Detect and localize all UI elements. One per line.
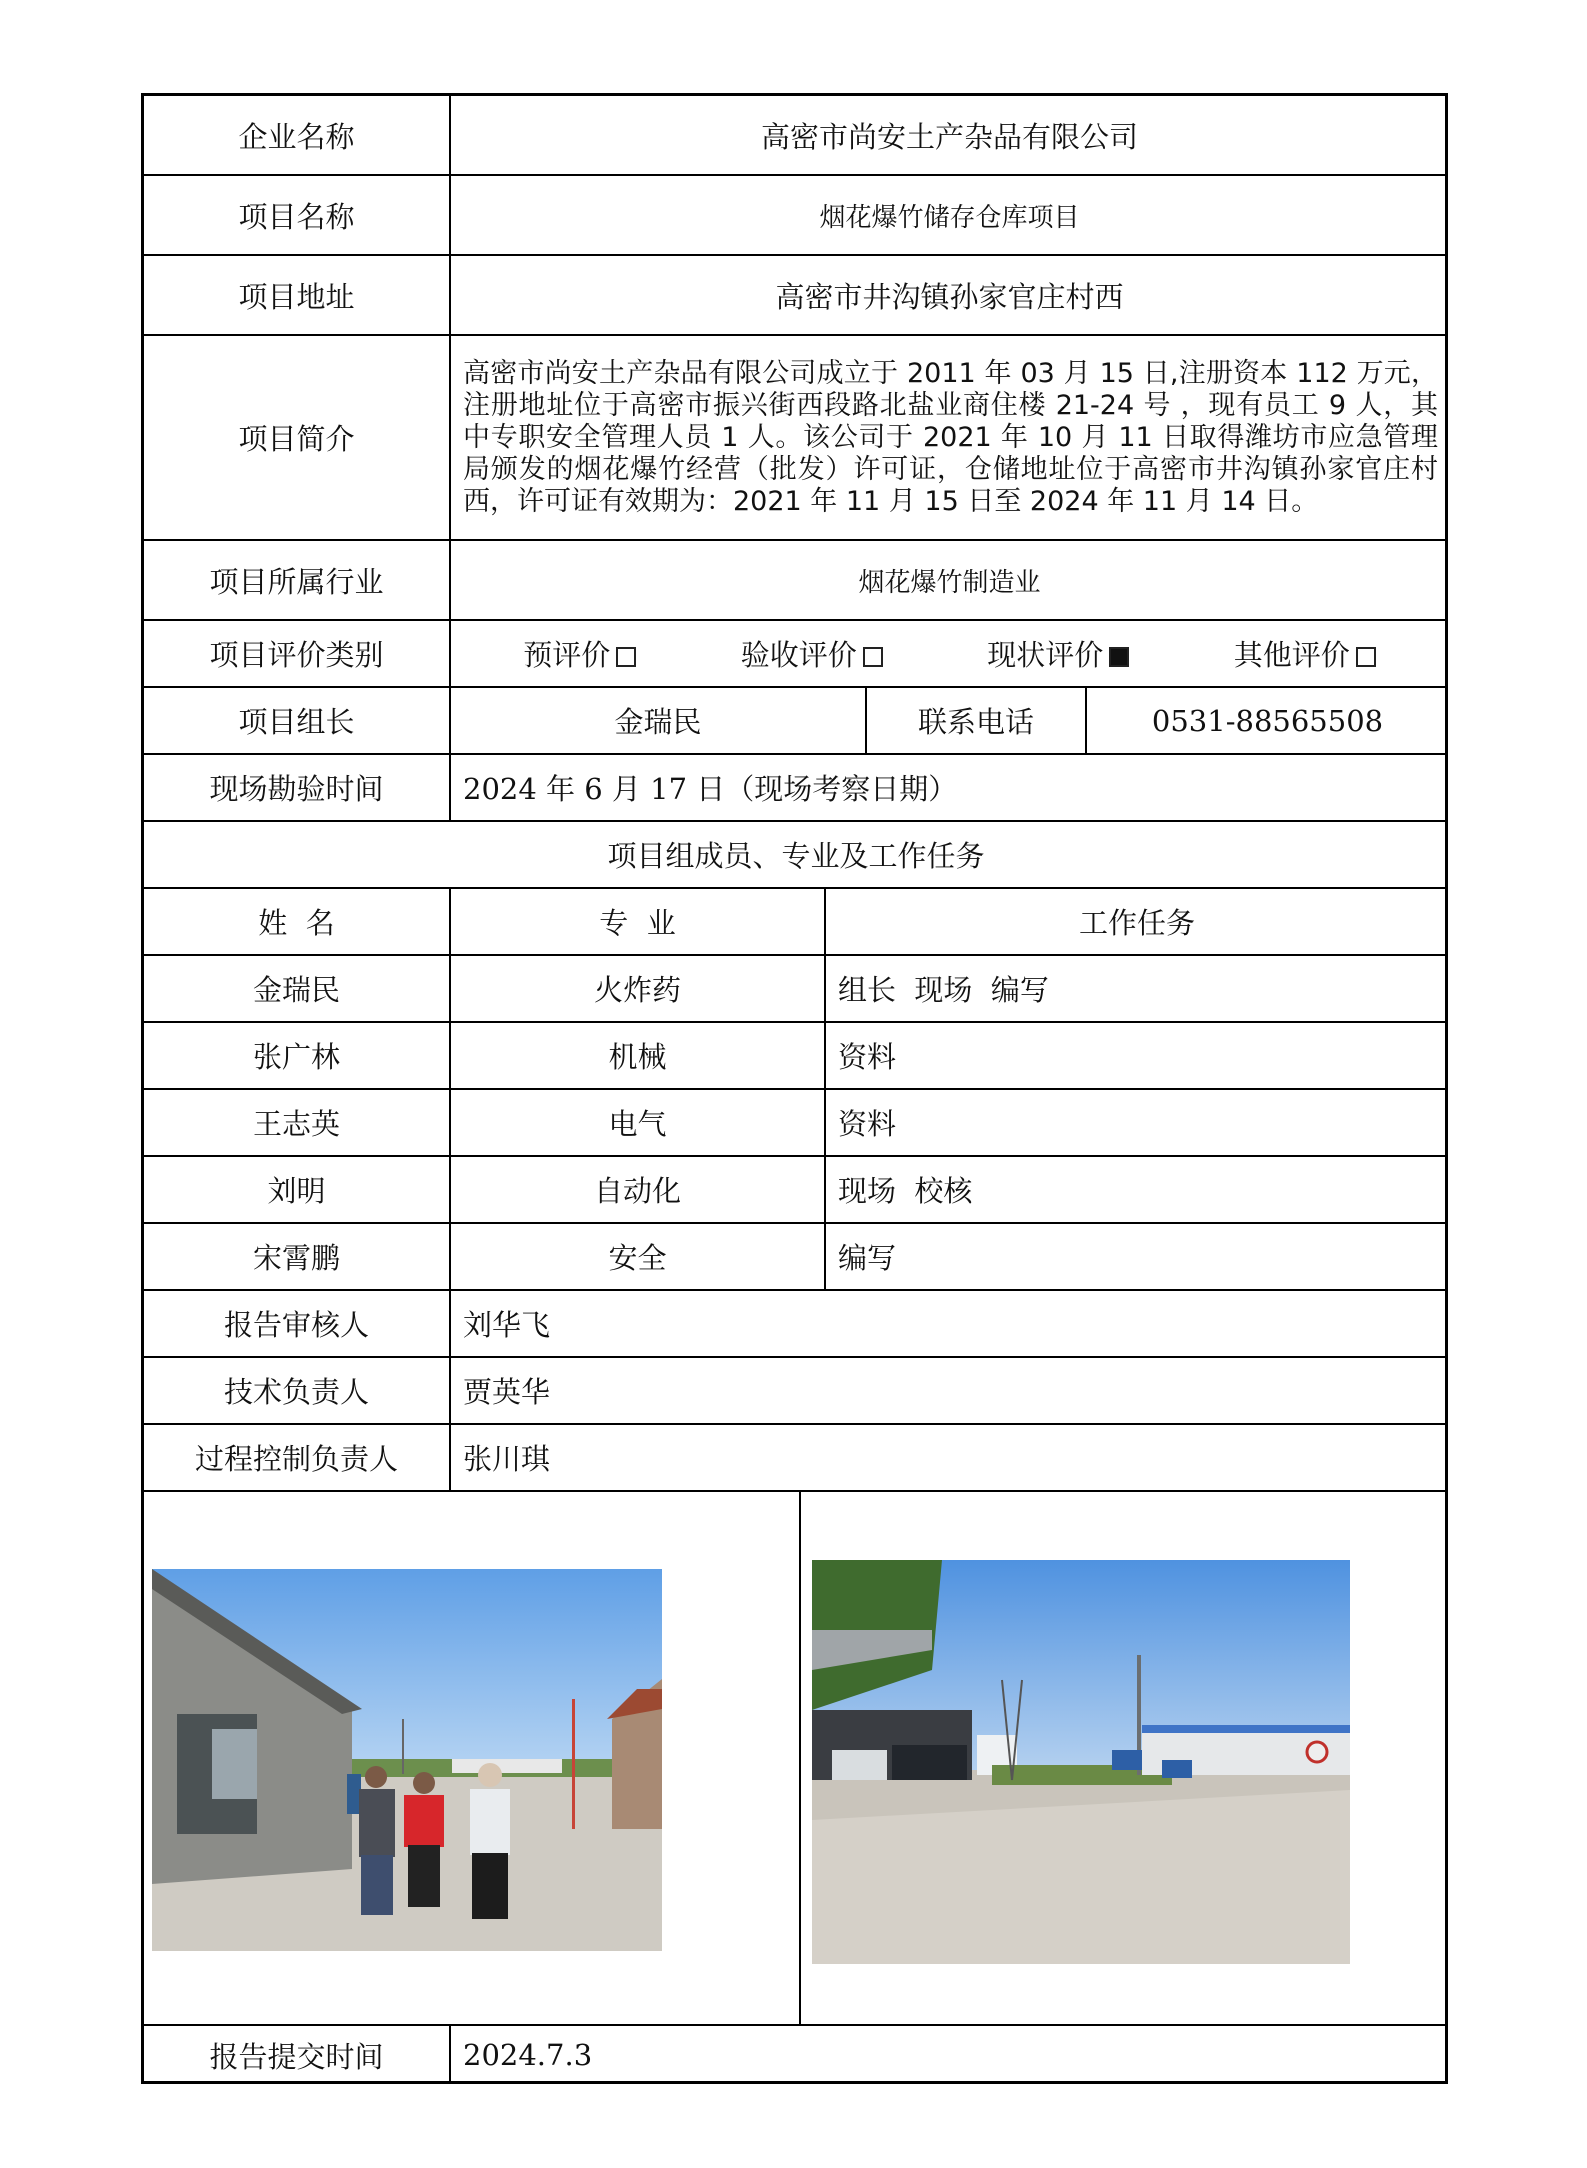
- eval-option-label: 预评价: [523, 638, 611, 672]
- row-site-time: [144, 755, 1445, 822]
- label-submit-time: 报告提交时间: [209, 2039, 384, 2074]
- value-site-time: 2024 年 6 月 17 日（现场考察日期）: [449, 755, 1448, 820]
- value-company-name: 高密市尚安土产杂品有限公司: [449, 96, 1448, 174]
- eval-option-current: [987, 633, 1129, 674]
- site-photo-yard: [812, 1560, 1350, 1964]
- eval-option-label: 现状评价: [987, 638, 1104, 672]
- row-project-name: [144, 176, 1445, 256]
- row-project-intro: [144, 336, 1445, 541]
- member-name: 刘明: [267, 1174, 326, 1208]
- value-industry: 烟花爆竹制造业: [449, 541, 1448, 619]
- label-team-leader: 项目组长: [238, 705, 355, 739]
- eval-option-acceptance: [741, 633, 883, 674]
- photo-divider: [799, 1492, 801, 2024]
- row-company-name: [144, 96, 1445, 176]
- member-task: 资料: [824, 1090, 1448, 1155]
- member-task: 现场 校核: [824, 1157, 1448, 1222]
- row-eval-category: [144, 621, 1445, 688]
- members-section-title: 项目组成员、专业及工作任务: [607, 839, 985, 873]
- report-info-table: [141, 93, 1448, 2084]
- eval-category-options: [449, 621, 1448, 686]
- col-header-major: 专 业: [449, 889, 824, 954]
- member-name: 王志英: [252, 1107, 340, 1141]
- col-header-name: 姓 名: [258, 906, 335, 940]
- label-reviewer: 报告审核人: [223, 1308, 369, 1342]
- checkbox-empty-icon: [863, 647, 883, 667]
- member-task: 资料: [824, 1023, 1448, 1088]
- row-team-leader: [144, 688, 1445, 755]
- eval-option-pre: [523, 633, 636, 674]
- eval-option-label: 其他评价: [1233, 638, 1350, 672]
- table-row: [144, 956, 1445, 1023]
- member-task: 组长 现场 编写: [824, 956, 1448, 1021]
- row-reviewer: [144, 1291, 1445, 1358]
- value-team-leader: 金瑞民: [449, 688, 865, 753]
- member-major: 电气: [449, 1090, 824, 1155]
- checkbox-filled-icon: [1109, 647, 1129, 667]
- value-reviewer: 刘华飞: [449, 1291, 1448, 1356]
- row-member-columns: [144, 889, 1445, 956]
- eval-option-other: [1234, 633, 1376, 674]
- member-name: 金瑞民: [252, 973, 340, 1007]
- label-project-name: 项目名称: [238, 199, 355, 234]
- label-phone: 联系电话: [865, 688, 1085, 753]
- row-members-header: [144, 822, 1445, 889]
- value-process-lead: 张川琪: [449, 1425, 1448, 1490]
- value-project-address: 高密市井沟镇孙家官庄村西: [449, 256, 1448, 334]
- row-submit-time: [144, 2026, 1445, 2084]
- eval-option-label: 验收评价: [740, 638, 857, 672]
- member-major: 机械: [449, 1023, 824, 1088]
- value-project-name: 烟花爆竹储存仓库项目: [449, 176, 1448, 254]
- member-name: 宋霄鹏: [252, 1241, 340, 1275]
- member-major: 自动化: [449, 1157, 824, 1222]
- project-intro-text: 高密市尚安土产杂品有限公司成立于 2011 年 03 月 15 日,注册资本 112 万元，注册地址位于高密市振兴街西段路北盐业商住楼 21-24 号 ，现有员工 9 人，其中专职安全管理人员 1 人。该公司于 2021 年 10 月 11 日取得潍坊市应急管理局颁发的烟花爆竹经营（批发）许可证，仓储地址位于高密市井沟镇孙家官庄村西，许可证有效期为：2021 年 11 月 15 日至 2024 年 11 月 14 日。: [463, 357, 1438, 517]
- label-site-time: 现场勘验时间: [209, 772, 384, 806]
- member-major: 安全: [449, 1224, 824, 1289]
- label-company-name: 企业名称: [238, 119, 355, 154]
- site-photo-people: [152, 1569, 662, 1951]
- checkbox-empty-icon: [616, 647, 636, 667]
- col-header-task: 工作任务: [824, 889, 1448, 954]
- label-project-intro: 项目简介: [238, 422, 355, 456]
- row-project-address: [144, 256, 1445, 336]
- label-process-lead: 过程控制负责人: [194, 1442, 398, 1476]
- value-project-intro: [449, 336, 1448, 539]
- label-tech-lead: 技术负责人: [223, 1375, 369, 1409]
- label-eval-category: 项目评价类别: [209, 638, 384, 672]
- value-phone: 0531-88565508: [1085, 688, 1448, 753]
- member-task: 编写: [824, 1224, 1448, 1289]
- table-row: [144, 1224, 1445, 1291]
- row-process-lead: [144, 1425, 1445, 1492]
- label-industry: 项目所属行业: [209, 564, 384, 599]
- row-site-photos: [144, 1492, 1445, 2026]
- table-row: [144, 1023, 1445, 1090]
- member-name: 张广林: [252, 1040, 340, 1074]
- checkbox-empty-icon: [1356, 647, 1376, 667]
- row-tech-lead: [144, 1358, 1445, 1425]
- value-tech-lead: 贾英华: [449, 1358, 1448, 1423]
- label-project-address: 项目地址: [238, 279, 355, 314]
- table-row: [144, 1090, 1445, 1157]
- row-industry: [144, 541, 1445, 621]
- value-submit-time: 2024.7.3: [449, 2026, 1448, 2084]
- member-major: 火炸药: [449, 956, 824, 1021]
- table-row: [144, 1157, 1445, 1224]
